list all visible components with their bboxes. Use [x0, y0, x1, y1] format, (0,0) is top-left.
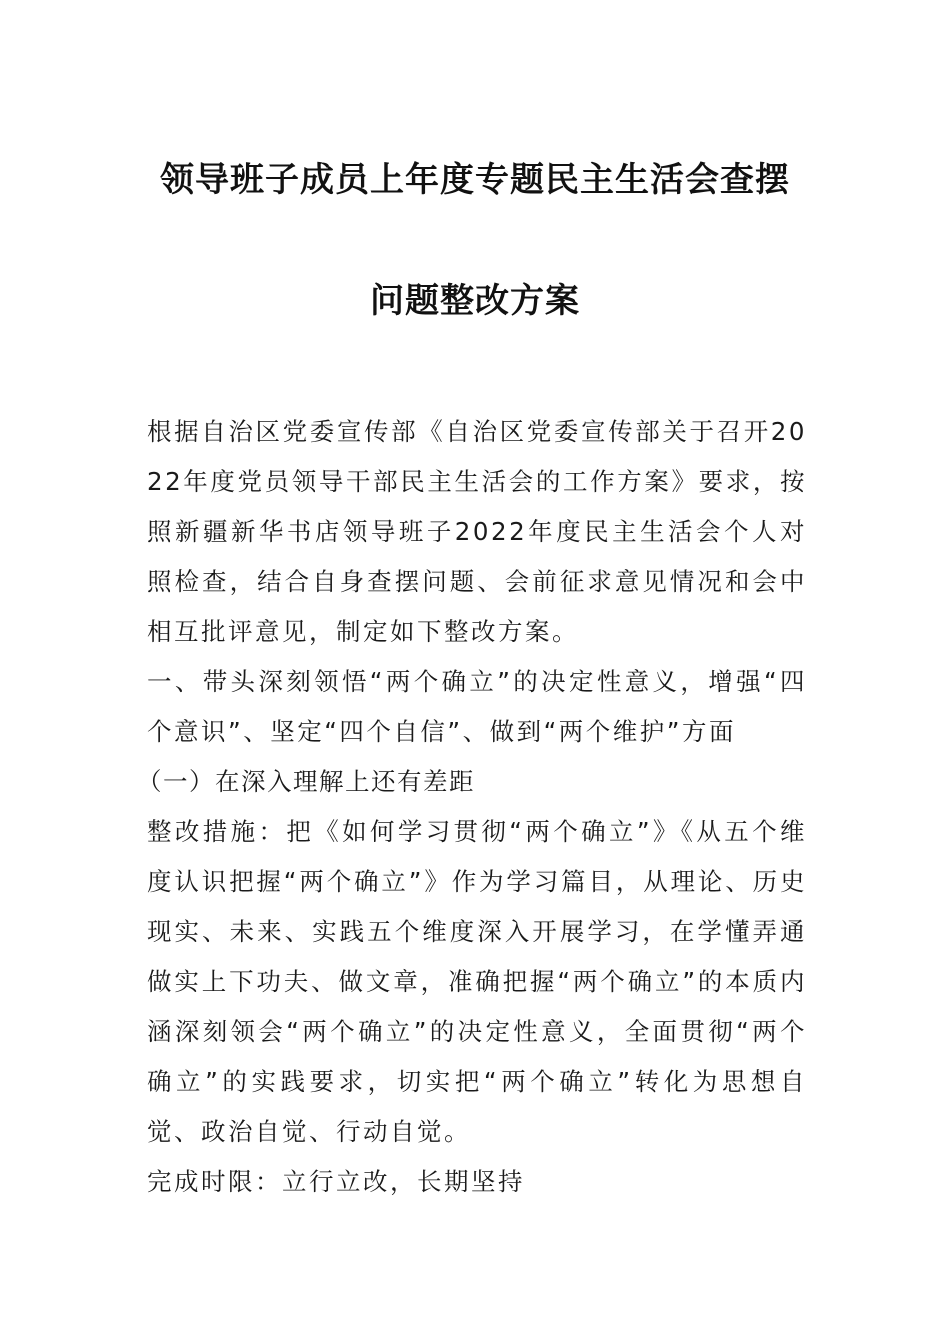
intro-paragraph: 根据自治区党委宣传部《自治区党委宣传部关于召开2022年度党员领导干部民主生活会的工作方案》要求，按照新疆新华书店领导班子2022年度民主生活会个人对照检查，结合自身查摆问题、会前征求意见情况和会中相互批评意见，制定如下整改方案。 — [147, 417, 807, 646]
document-title-line-2: 问题整改方案 — [370, 281, 580, 321]
measures-paragraph: 整改措施：把《如何学习贯彻“两个确立”》《从五个维度认识把握“两个确立”》作为学习篇目，从理论、历史现实、未来、实践五个维度深入开展学习，在学懂弄通做实上下功夫、做文章，准确把握“两个确立”的本质内涵深刻领会“两个确立”的决定性意义，全面贯彻“两个确立”的实践要求，切实把“两个确立”转化为思想自觉、政治自觉、行动自觉。 — [147, 817, 807, 1146]
document-title-line-1: 领导班子成员上年度专题民主生活会查摆 — [160, 160, 790, 200]
deadline-paragraph: 完成时限：立行立改，长期坚持 — [147, 1167, 525, 1196]
document-body — [137, 407, 807, 1207]
subsection-1-heading: （一）在深入理解上还有差距 — [137, 767, 475, 796]
section-1-heading: 一、带头深刻领悟“两个确立”的决定性意义，增强“四个意识”、坚定“四个自信”、做到“两个维护”方面 — [147, 667, 807, 746]
